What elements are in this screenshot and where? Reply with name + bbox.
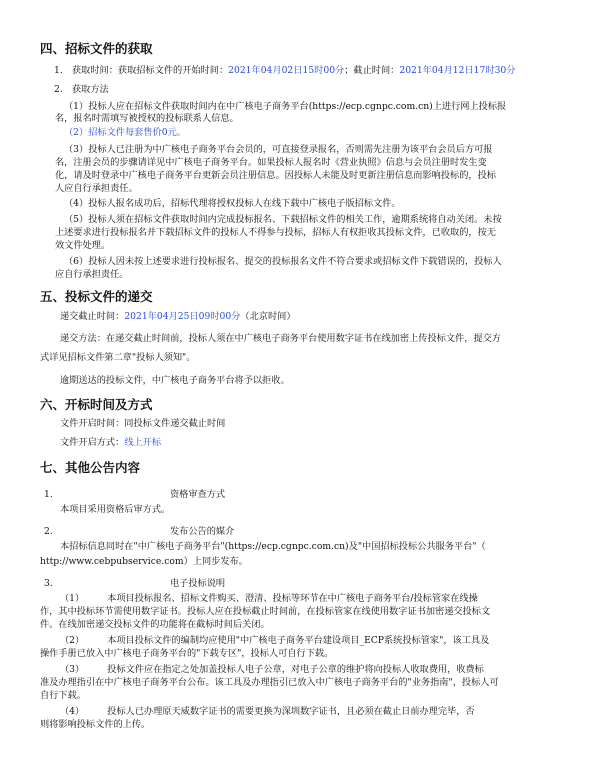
s4-p5-line2: 上述要求进行投标报名并下载招标文件的投标人不得参与投标，招标人有权拒收其投标文件，已收取的，按无 <box>55 227 496 238</box>
s7-e4-line1: （4） 投标人已办理原天威数字证书的需要更换为深圳数字证书，且必须在截止日前办理完毕，否 <box>60 706 475 717</box>
section-5-title: 五、投标文件的递交 <box>40 289 153 304</box>
s4-p2-price: （2）招标文件每套售价0元。 <box>64 127 186 138</box>
s7-item1-body: 本项目采用资格后审方式。 <box>60 504 171 515</box>
s4-p1-line2: 名，报名时需填写被授权的投标联系人信息。 <box>55 113 239 124</box>
s7-item1-number: 1. <box>44 489 53 500</box>
s7-item2-number: 2. <box>44 526 53 537</box>
s6-open-method-label: 文件开启方式： <box>60 437 125 448</box>
s6-open-method-value: 线上开标 <box>124 437 162 448</box>
s6-open-method-line <box>60 437 161 449</box>
s7-e1-line1: （1） 本项目投标报名、招标文件购买、澄清、投标等环节在中广核电子商务平台/投标管家在线操 <box>60 593 478 604</box>
s5-late-notice: 逾期送达的投标文件，中广核电子商务平台将予以拒收。 <box>60 375 290 386</box>
s4-p3-line3: 化，请及时登录中广核电子商务平台更新会员注册信息。因投标人未能及时更新注册信息而影响投标的，投标 <box>55 170 496 181</box>
s7-item2-body-line1: 本招标信息同时在"中广核电子商务平台"(https://ecp.cgnpc.com.cn)及"中国招标投标公共服务平台"（ <box>60 541 486 552</box>
s7-e4-line2: 则将影响投标文件的上传。 <box>40 719 151 730</box>
s5-method-line1: 递交方法：在递交截止时间前，投标人须在中广核电子商务平台使用数字证书在线加密上传投标文件，提交方 <box>60 333 501 344</box>
s4-item1-line <box>54 65 515 77</box>
s6-open-time: 文件开启时间：同投标文件递交截止时间 <box>60 418 226 429</box>
s7-e2-line2: 操作手册已放入中广核电子商务平台的"下载专区"，投标人可自行下载。 <box>40 648 334 659</box>
s4-p3-line2: 名，注册会员的步骤请详见中广核电子商务平台。如果投标人报名时《营业执照》信息与会员注册时发生变 <box>55 157 487 168</box>
s7-e1-line3: 件。在线加密递交投标文件的功能将在截标时间后关闭。 <box>40 619 270 630</box>
s4-p5-line1: （5）投标人须在招标文件获取时间内完成投标报名、下载招标文件的相关工作，逾期系统将自动关闭。未按 <box>64 214 502 225</box>
s7-e3-line2: 准及办理指引在中广核电子商务平台公布。该工具及办理指引已放入中广核电子商务平台的"业务指南"，投标人可 <box>40 677 499 688</box>
s4-end-time: 2021年04月12日17时30分 <box>399 65 516 76</box>
s4-p3-line1: （3）投标人已注册为中广核电子商务平台会员的，可直接登录报名，否则需先注册为该平台会员后方可报 <box>64 144 493 155</box>
s4-item1-mid: ；截止时间： <box>344 65 400 76</box>
s4-p3-line4: 人应自行承担责任。 <box>55 183 138 194</box>
s4-p4: （4）投标人报名成功后，招标代理将授权投标人在线下载中广核电子版招标文件。 <box>64 198 401 209</box>
s7-e3-line3: 自行下载。 <box>40 690 86 701</box>
s7-e3-line1: （3） 投标文件应在指定之处加盖投标人电子公章，对电子公章的维护将向投标人收取费用，收费标 <box>60 664 484 675</box>
s7-item1-heading: 资格审查方式 <box>170 489 226 500</box>
s5-deadline-label: 递交截止时间： <box>60 311 125 322</box>
s4-item1-label: 1. 获取时间：获取招标文件的开始时间： <box>54 65 229 76</box>
s7-e2-line1: （2） 本项目投标文件的编制均应使用"中广核电子商务平台建设项目_ECP系统投标管家"，该工具及 <box>60 635 490 646</box>
section-7-title: 七、其他公告内容 <box>40 460 141 475</box>
s7-item2-heading: 发布公告的媒介 <box>170 526 235 537</box>
s4-p6-line2: 应自行承担责任。 <box>55 269 129 280</box>
s7-item3-number: 3. <box>44 578 53 589</box>
s5-deadline-zone: （北京时间） <box>240 311 296 322</box>
s5-deadline-time: 2021年04月25日09时00分 <box>124 311 241 322</box>
s4-p5-line3: 效文件处理。 <box>55 240 111 251</box>
s4-start-time: 2021年04月02日15时00分 <box>228 65 345 76</box>
s4-p6-line1: （6）投标人因未按上述要求进行投标报名、提交的投标报名文件不符合要求或招标文件下载错误的，投标人 <box>64 256 502 267</box>
s5-method-line2: 式详见招标文件第二章"投标人须知"。 <box>40 352 196 363</box>
section-6-title: 六、开标时间及方式 <box>40 397 153 412</box>
s4-item2-heading: 2. 获取方法 <box>54 84 109 95</box>
s4-p1-line1: （1）投标人应在招标文件获取时间内在中广核电子商务平台(https://ecp.cgnpc.com.cn)上进行网上投标报 <box>64 101 507 112</box>
s7-item3-heading: 电子投标说明 <box>170 578 226 589</box>
s7-item2-body-line2: http://www.cebpubservice.com）上同步发布。 <box>40 556 248 567</box>
section-4-title: 四、招标文件的获取 <box>40 41 153 56</box>
s7-e1-line2: 作，其中投标环节需使用数字证书。投标人应在投标截止时间前，在投标管家在线使用数字证书加密递交投标文 <box>40 606 491 617</box>
s5-deadline-line <box>60 311 296 323</box>
